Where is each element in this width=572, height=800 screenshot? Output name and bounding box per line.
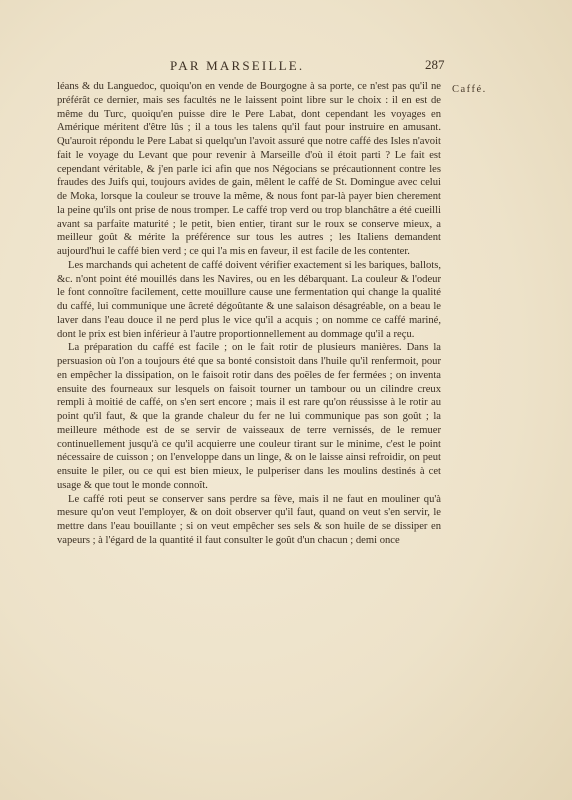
page-number: 287	[425, 57, 445, 72]
body-text	[57, 80, 441, 548]
margin-note: Caffé.	[452, 84, 487, 95]
paragraph-3: La préparation du caffé est facile ; on le fait rotir de plusieurs manières. Dans la persuasion où l'on a toujours été que sa bonté consistoit dans l'huile qu'il renfermoit, pour en empêcher la dissipation, on le faisoit rotir dans des poëles de fer fermées ; on inventa ensuite des fourneaux sur lesquels on faisoit tourner un tambour ou un cilindre creux rempli à moitié de caffé, on s'en sert encore ; mais il est rare qu'on réussisse à le rotir au point qu'il faut, & que la grande chaleur du fer ne lui communique pas son goût ; la meilleure méthode est de se servir de vaisseaux de terre vernissés, de le remuer continuellement jusqu'à ce qu'il acquierre une couleur tirant sur le minime, c'est le point nécessaire de cuisson ; on l'enveloppe dans un linge, & on le laisse ainsi refroidir, on peut ensuite le piler, ou ce qui est bien mieux, le pulperiser dans les moulins destinés à cet usage & que tout le monde connoît.	[57, 342, 441, 491]
paragraph-4: Le caffé roti peut se conserver sans perdre sa fève, mais il ne faut en mouliner qu'à mesure qu'on veut l'employer, & on doit observer qu'il faut, quand on veut s'en servir, le mettre dans l'eau bouillante ; si on veut empêcher ses sels & son huile de se dissiper en vapeurs ; à l'égard de la quantité il faut consulter le goût d'un chacun ; demi once	[57, 493, 441, 546]
paragraph-2: Les marchands qui achetent de caffé doivent vérifier exactement si les bariques, ballots, &c. n'ont point été mouillés dans les Navires, ou en les débarquant. La couleur & l'odeur le font connoître facilement, cette mouillure cause une fermentation qui change la qualité du caffé, lui communique une âcreté dégoûtante & une salaison désagréable, on a beau le laver dans l'eau douce il ne perd plus le vice qu'il a acquis ; on nomme ce caffé mariné, dont le prix est bien inférieur à l'autre proportionnellement au dommage qu'il a reçu.	[57, 259, 441, 340]
page-header	[0, 58, 572, 74]
paragraph-1: léans & du Languedoc, quoiqu'on en vende de Bourgogne à sa porte, ce n'est pas qu'il ne préférât ce dernier, mais ses facultés ne le laissent point libre sur le choix : il en est de même du Turc, quoiqu'en puisse dire le Pere Labat, dont cependant les voyages en Amérique méritent d'être lûs ; il a tous les talens qu'il faut pour instruire en amusant. Qu'auroit répondu le Pere Labat si quelqu'un l'avoit assuré que notre caffé des Isles n'avoit fait le voyage du Levant que pour revenir à Marseille d'où il étoit parti ? Le fait est cependant véritable, & j'en parle ici afin que nos Négocians se précautionnent contre les fraudes des Juifs qui, toujours avides de gain, mêlent le caffé de St. Domingue avec celui de Moka, lorsque la couleur se trouve la même, & nous font par-là payer bien cherement la peine qu'ils ont prise de nous tromper. Le caffé trop verd ou trop blanchâtre a été cueilli avant sa parfaite maturité ; le petit, bien entier, tirant sur le roux se conserve mieux, a meilleur goût & mérite la préférence sur tous les autres ; les Italiens demandent aujourd'hui le caffé bien verd ; ce qui l'a mis en faveur, il est facile de les contenter.	[57, 81, 441, 257]
running-head: PAR MARSEILLE.	[170, 58, 305, 73]
